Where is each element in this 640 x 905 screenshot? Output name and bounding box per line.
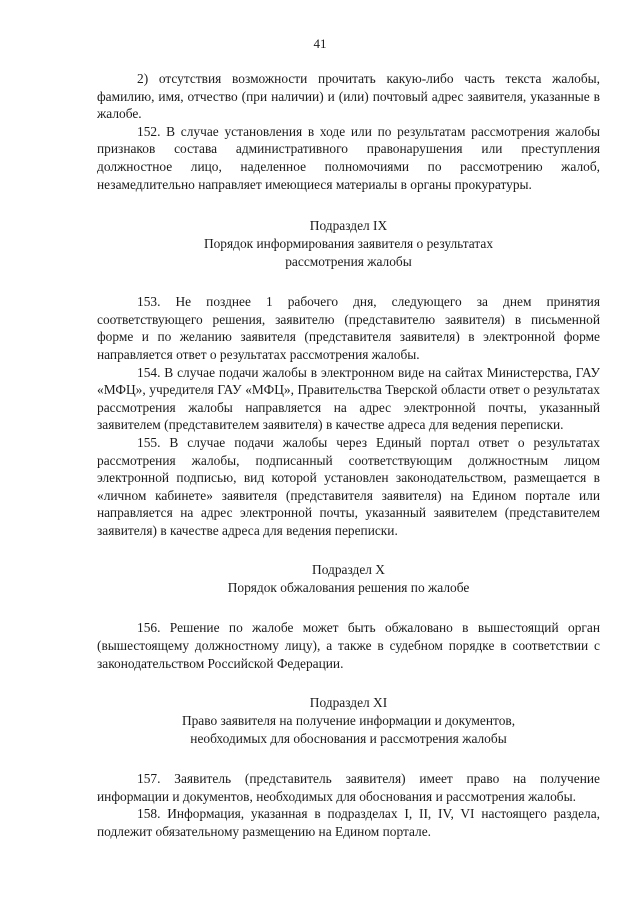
section-ix-label: Подраздел IX <box>309 218 388 234</box>
section-xi-heading <box>97 694 600 748</box>
paragraph-155: 155. В случае подачи жалобы через Единый портал ответ о результатах рассмотрения жалобы, подписанный соответствующим должностным лицом электронной подписью, вид которой установлен законодательством, размещается в «личном кабинете» заявителя (представителя заявителя) на Едином портале или направляется на адрес электронной почты, указанный заявителем (представителем заявителя) в качестве адреса для ведения переписки. <box>97 434 600 538</box>
section-x-title-line1: Порядок обжалования решения по жалобе <box>227 580 470 596</box>
section-ix-title-line1: Порядок информирования заявителя о результатах <box>203 236 494 252</box>
paragraph-157: 157. Заявитель (представитель заявителя) имеет право на получение информации и документов, необходимых для обоснования и рассмотрения жалобы. <box>97 771 600 804</box>
section-ix-title-line2: рассмотрения жалобы <box>285 254 412 270</box>
section-xi-title-line2: необходимых для обоснования и рассмотрения жалобы <box>190 731 507 747</box>
document-body <box>97 70 600 841</box>
paragraph-153: 153. Не позднее 1 рабочего дня, следующего за днем принятия соответствующего решения, заявителю (представителю заявителя) в письменной форме и по желанию заявителя (представителя заявителя) в электронной форме направляется ответ о результатах рассмотрения жалобы. <box>97 294 600 362</box>
paragraph-154: 154. В случае подачи жалобы в электронном виде на сайтах Министерства, ГАУ «МФЦ», учредителя ГАУ «МФЦ», Правительства Тверской области ответ о результатах рассмотрения жалобы направляется на адрес электронной почты, указанный заявителем (представителем заявителя) в качестве адреса для ведения переписки. <box>97 364 600 433</box>
section-xi-title-line1: Право заявителя на получение информации и документов, <box>181 713 516 729</box>
paragraph-2-item: 2) отсутствия возможности прочитать какую-либо часть текста жалобы, фамилию, имя, отчество (при наличии) и (или) почтовый адрес заявителя, указанные в жалобе. <box>97 71 600 122</box>
section-x-label: Подраздел X <box>312 562 385 578</box>
section-x-heading <box>97 561 600 597</box>
section-xi-label: Подраздел XI <box>309 695 388 711</box>
paragraph-152: 152. В случае установления в ходе или по результатам рассмотрения жалобы признаков состава административного правонарушения или преступления должностное лицо, наделенное полномочиями по рассмотрению жалоб, незамедлительно направляет имеющиеся материалы в органы прокуратуры. <box>97 123 600 192</box>
paragraph-156: 156. Решение по жалобе может быть обжаловано в вышестоящий орган (вышестоящему должностному лицу), а также в судебном порядке в соответствии с законодательством Российской Федерации. <box>97 620 600 671</box>
paragraph-158: 158. Информация, указанная в подразделах I, II, IV, VI настоящего раздела, подлежит обязательному размещению на Едином портале. <box>97 806 600 840</box>
section-ix-heading <box>97 217 600 271</box>
page-number: 41 <box>313 36 327 51</box>
